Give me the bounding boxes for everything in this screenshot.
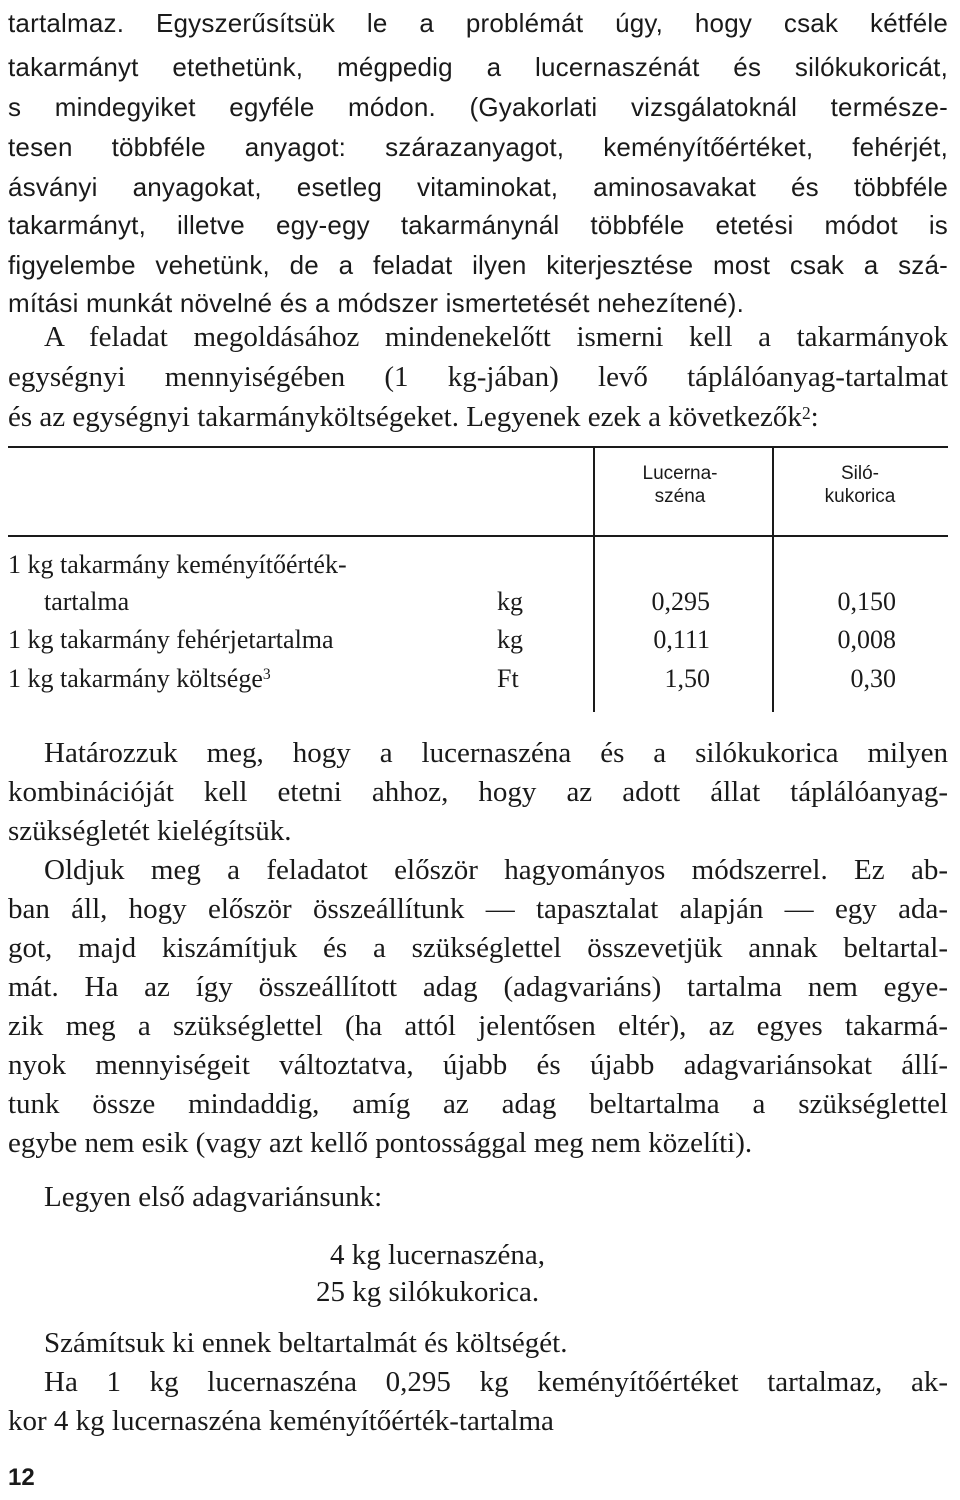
- text-line: tartalmaz. Egyszerűsítsük le a problémát úgy, hogy csak kétféle: [8, 8, 948, 38]
- text-line: szükségletét kielégítsük.: [8, 815, 292, 847]
- text-line: Számítsuk ki ennek beltartalmát és költségét.: [44, 1327, 568, 1359]
- variant-item: 4 kg lucernaszéna,: [330, 1239, 545, 1271]
- text-line: got, majd kiszámítjuk és a szükséglettel összevetjük annak beltartal-: [8, 932, 948, 964]
- text-line: s mindegyiket egyféle módon. (Gyakorlati vizsgálatoknál természe-: [8, 92, 948, 122]
- cell-value: 0,111: [653, 625, 710, 654]
- text-line: nyok mennyiségeit változtatva, újabb és újabb adagvariánsokat állí-: [8, 1049, 948, 1081]
- text-line: kor 4 kg lucernaszéna keményítőérték-tartalma: [8, 1405, 554, 1437]
- text-line: mát. Ha az így összeállított adag (adagvariáns) tartalma nem egye-: [8, 971, 948, 1003]
- footnote-marker: 3: [262, 666, 271, 683]
- row-unit: kg: [497, 587, 523, 616]
- text-line: takarmányt, illetve egy-egy takarmánynál többféle etetési módot is: [8, 210, 948, 240]
- cell-value: 0,295: [651, 587, 710, 616]
- page-number: 12: [8, 1464, 35, 1491]
- text-line: takarmányt etethetünk, mégpedig a lucernaszénát és silókukoricát,: [8, 52, 948, 82]
- row-label: 1 kg takarmány költsége$^3$: [8, 664, 271, 693]
- text-line: mítási munkát növelné és a módszer ismertetését nehezítené).: [8, 288, 745, 318]
- row-unit: kg: [497, 625, 523, 654]
- text-line: ásványi anyagokat, esetleg vitaminokat, aminosavakat és többféle: [8, 172, 948, 202]
- text-line: Ha 1 kg lucernaszéna 0,295 kg keményítőértéket tartalmaz, ak-: [44, 1366, 948, 1398]
- text-line: Határozzuk meg, hogy a lucernaszéna és a silókukorica milyen: [44, 737, 948, 769]
- text-line: tunk össze mindaddig, amíg az adag beltartalma a szükséglettel: [8, 1088, 948, 1120]
- table-column-divider: [772, 447, 774, 712]
- text-line: Legyen első adagvariánsunk:: [44, 1181, 383, 1213]
- text-line: zik meg a szükséglettel (ha attól jelentősen eltér), az egyes takarmá-: [8, 1010, 948, 1042]
- column-header-lucernaszena: Lucerna- széna: [642, 463, 718, 507]
- text-line: Oldjuk meg a feladatot először hagyományos módszerrel. Ez ab-: [44, 854, 948, 886]
- table-column-divider: [593, 447, 595, 712]
- text-line: figyelembe vehetünk, de a feladat ilyen kiterjesztése most csak a szá-: [8, 250, 948, 280]
- text-line: egybe nem esik (vagy azt kellő pontossággal meg nem közelíti).: [8, 1127, 753, 1159]
- cell-value: 0,150: [837, 587, 896, 616]
- table-top-rule: [8, 446, 948, 448]
- text-line: A feladat megoldásához mindenekelőtt ismerni kell a takarmányok: [44, 321, 948, 353]
- text-line: egységnyi mennyiségében (1 kg-jában) levő táplálóanyag-tartalmat: [8, 361, 948, 393]
- cell-value: 1,50: [664, 664, 710, 693]
- column-header-silokukorica: Siló- kukorica: [824, 463, 896, 507]
- row-unit: Ft: [497, 664, 519, 693]
- variant-item: 25 kg silókukorica.: [316, 1276, 540, 1308]
- text-line: tesen többféle anyagot: szárazanyagot, keményítőértéket, fehérjét,: [8, 132, 948, 162]
- table-header-rule: [8, 535, 948, 537]
- text-line: ban áll, hogy először összeállítunk — tapasztalat alapján — egy ada-: [8, 893, 948, 925]
- row-label: tartalma: [44, 587, 130, 616]
- row-label: 1 kg takarmány fehérjetartalma: [8, 625, 334, 654]
- row-label: 1 kg takarmány keményítőérték-: [8, 550, 347, 579]
- footnote-marker: 2: [801, 403, 811, 423]
- text-line: és az egységnyi takarmányköltségeket. Legyenek ezek a következők$^2$:: [8, 401, 819, 433]
- cell-value: 0,30: [850, 664, 896, 693]
- cell-value: 0,008: [837, 625, 896, 654]
- text-line: kombinációját kell etetni ahhoz, hogy az adott állat táplálóanyag-: [8, 776, 948, 808]
